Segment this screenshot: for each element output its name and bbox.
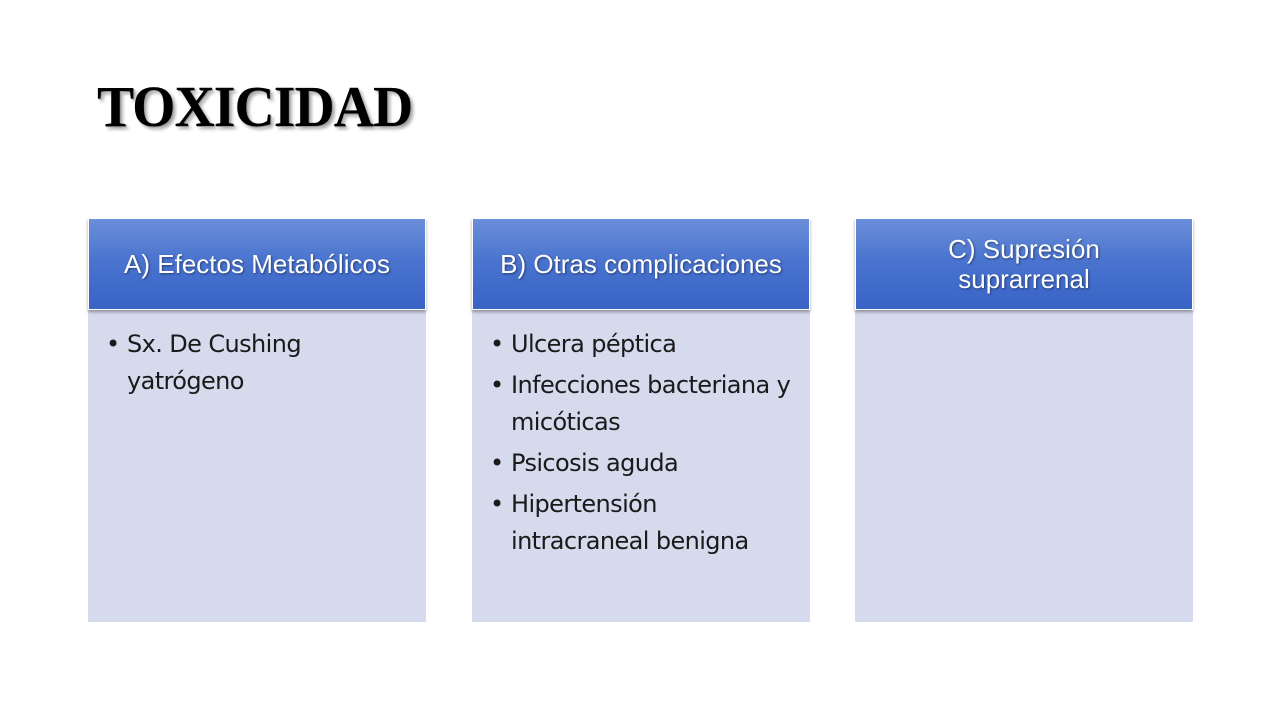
column-list xyxy=(472,326,810,564)
list-item: • Psicosis aguda xyxy=(511,445,796,482)
column-list xyxy=(88,326,426,404)
column-efectos-metabolicos xyxy=(88,218,426,622)
column-header: C) Supresión suprarrenal xyxy=(855,218,1193,310)
column-header: B) Otras complicaciones xyxy=(472,218,810,310)
list-item: • Sx. De Cushing yatrógeno xyxy=(127,326,412,400)
list-item: • Infecciones bacteriana y micóticas xyxy=(511,367,796,441)
column-otras-complicaciones xyxy=(472,218,810,622)
slide-title: TOXICIDAD xyxy=(97,74,413,139)
column-header: A) Efectos Metabólicos xyxy=(88,218,426,310)
toxicity-columns xyxy=(88,218,1193,622)
list-item: • Hipertensión intracraneal benigna xyxy=(511,486,796,560)
list-item: • Ulcera péptica xyxy=(511,326,796,363)
column-supresion-suprarrenal xyxy=(855,218,1193,622)
